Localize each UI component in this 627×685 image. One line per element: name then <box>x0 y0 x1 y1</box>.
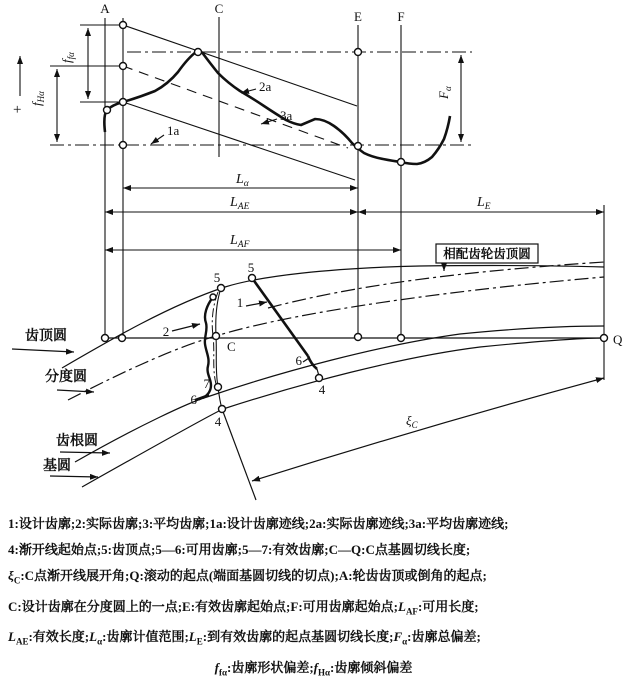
root-circle-label: 齿根圆 <box>56 432 98 448</box>
label-fha: $f_{H\alpha}$ <box>29 91 46 106</box>
label-LAF: $L_{AF}$ <box>230 233 250 250</box>
mating-tip-circle-label: 相配齿轮齿顶圆 <box>443 247 531 261</box>
point-1: 1 <box>236 295 244 310</box>
label-curve-1a: 1a <box>167 123 180 138</box>
label-ffa: $f_{f\alpha}$ <box>59 52 76 63</box>
point-6-left: 6 <box>190 392 197 407</box>
label-LE: $L_E$ <box>477 195 491 212</box>
plus-sign: + <box>13 102 22 118</box>
slope-upper <box>123 25 357 106</box>
label-F: F <box>397 9 405 24</box>
label-La: $L_\alpha$ <box>236 172 249 189</box>
mean-trace-3a-line <box>123 66 348 148</box>
xi-dimension-arc <box>252 378 604 481</box>
gear-node-circles <box>102 275 608 413</box>
point-5-right: 5 <box>247 260 255 275</box>
profile-trace-chart <box>20 17 604 380</box>
point-4-right: 4 <box>318 382 326 397</box>
caption-line: $\xi_C:C$点渐开线展开角;Q:滚动的起点(端面基圆切线的切点);A:轮齿齿顶或倒角的起点; <box>8 568 487 586</box>
figure-caption <box>0 505 627 685</box>
caption-line: $f_{f\alpha}$:齿廓形状偏差$;f_{H\alpha}$:齿廓倾斜偏差 <box>214 659 413 678</box>
point-6-right: 6 <box>295 353 302 368</box>
root-circle-arc <box>75 326 604 462</box>
caption-line: $L_{AE}$:有效长度$;L_\alpha$:齿廓计值范围$;L_E$:到有效齿廓的起点基圆切线长度$;F_\alpha$:齿廓总偏差; <box>8 629 481 647</box>
label-Fa: $F_\alpha$ <box>436 86 453 99</box>
point-5-left: 5 <box>213 270 221 285</box>
mating-tip-circle-arc <box>268 262 604 308</box>
tip-circle-arc <box>62 266 604 368</box>
right-flank-root-hook <box>308 356 317 369</box>
label-curve-3a: 3a <box>280 108 293 123</box>
caption-line: 4:渐开线起始点;5:齿顶点;5—6:可用齿廓;5—7:有效齿廓;C—Q:C点基圆切线长度; <box>8 542 471 557</box>
slope-lower <box>123 102 355 180</box>
label-curve-2a: 2a <box>259 79 272 94</box>
label-LAE: $L_{AE}$ <box>230 195 250 212</box>
label-C: C <box>214 1 224 16</box>
caption-line: 1:设计齿廓;2:实际齿廓;3:平均齿廓;1a:设计齿廓迹线;2a:实际齿廓迹线;3a:平均齿廓迹线; <box>8 516 509 531</box>
right-flank-line <box>252 278 308 356</box>
gear-geometry <box>12 244 604 500</box>
point-4-left: 4 <box>214 414 222 429</box>
label-A: A <box>100 1 110 16</box>
point-2: 2 <box>162 324 170 339</box>
pitch-circle-label: 分度圆 <box>45 368 87 384</box>
label-xi-C: $\xi_C$ <box>406 413 418 430</box>
point-7: 7 <box>203 376 210 391</box>
point-C: C <box>227 339 236 354</box>
radius-through-4 <box>222 409 256 500</box>
label-E: E <box>354 9 362 24</box>
tip-circle-label: 齿顶圆 <box>25 327 67 343</box>
actual-trace-2a-curve <box>104 51 450 164</box>
point-Q: Q <box>613 332 623 347</box>
caption-line: C:设计齿廓在分度圆上的一点;E:有效齿廓起始点;F:可用齿廓起始点$;L_{AF}$:可用长度; <box>8 598 479 617</box>
base-circle-arc <box>82 338 604 487</box>
base-circle-label: 基圆 <box>43 457 71 473</box>
